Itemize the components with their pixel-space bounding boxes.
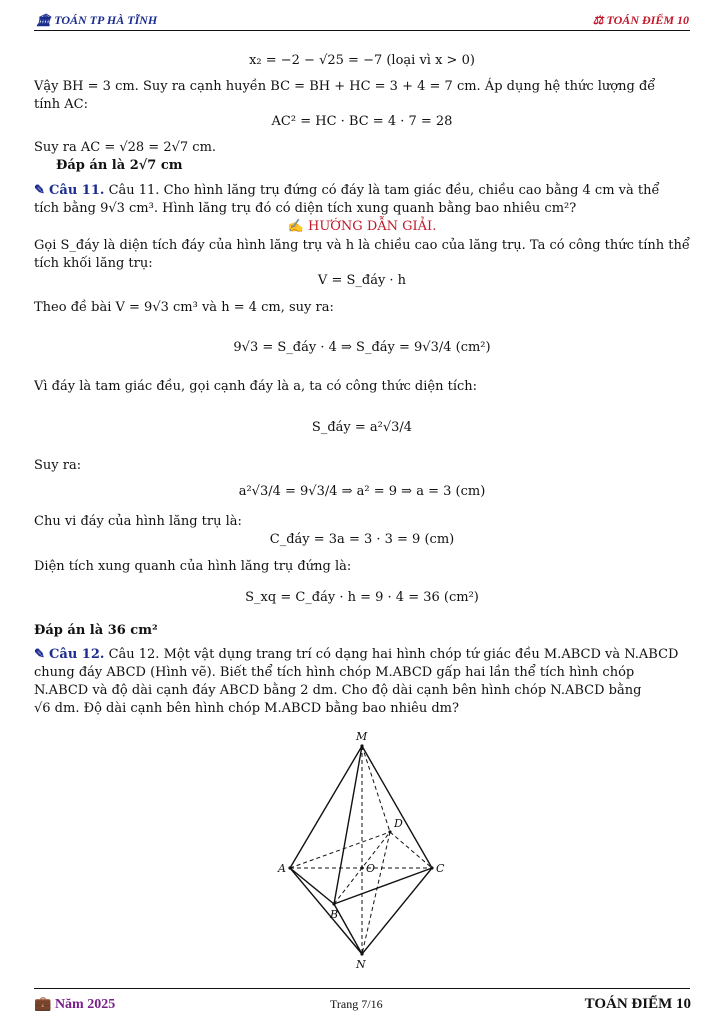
q12-text-c: N.ABCD và độ dài cạnh đáy ABCD bằng 2 dm. Cho độ dài cạnh bên hình chóp N.ABCD bằng — [34, 683, 642, 698]
edit-icon: ✎ — [34, 183, 45, 198]
q11-p2: Theo đề bài V = 9√3 cm³ và h = 4 cm, suy ra: — [34, 300, 334, 315]
edge-DC — [390, 832, 432, 868]
eq-area-formula: S_đáy = a²√3/4 — [311, 420, 413, 435]
q12-text-a — [34, 646, 690, 664]
q12-text-d: √6 dm. Độ dài cạnh bên hình chóp M.ABCD bằng bao nhiêu dm? — [34, 701, 459, 716]
q11-p4: Suy ra: — [34, 458, 82, 473]
ac2-equation: AC² = HC · BC = 4 · 7 = 28 — [271, 114, 453, 129]
header-left-title: TOÁN TP HÀ TĨNH — [54, 13, 158, 27]
edge-MC — [362, 746, 432, 868]
q11-p1-b: tích khối lăng trụ: — [34, 256, 153, 271]
q11-text-b: tích bằng 9√3 cm³. Hình lăng trụ đó có diện tích xung quanh bằng bao nhiêu cm²? — [34, 201, 577, 216]
bipyramid-figure — [270, 726, 460, 972]
header-rule — [34, 30, 690, 31]
edge-AB — [290, 868, 334, 904]
label-B: B — [330, 908, 339, 921]
header-right — [593, 13, 689, 28]
q12-label: Câu 12. — [49, 647, 105, 662]
q11-text-a-content: Câu 11. Cho hình lăng trụ đứng có đáy là tam giác đều, chiều cao bằng 4 cm và thể — [108, 183, 660, 198]
school-icon: 🏛 — [36, 13, 52, 27]
label-C: C — [436, 862, 445, 875]
scales-icon: ⚖ — [592, 13, 604, 27]
label-N: N — [356, 958, 366, 971]
footer-rule — [34, 988, 690, 989]
eq-solve-a: a²√3/4 = 9√3/4 ⇒ a² = 9 ⇒ a = 3 (cm) — [238, 484, 486, 499]
pen-icon: ✍ — [287, 219, 304, 234]
footer-year-text: Năm 2025 — [54, 997, 116, 1012]
q11-p1-a: Gọi S_đáy là diện tích đáy của hình lăng trụ và h là chiều cao của lăng trụ. Ta có công thức tính thể — [34, 238, 690, 253]
briefcase-icon: 💼 — [34, 997, 52, 1012]
label-O: O — [366, 862, 376, 875]
q12-text-b: chung đáy ABCD (Hình vẽ). Biết thể tích hình chóp M.ABCD gấp hai lần thể tích hình chóp — [34, 665, 635, 680]
q11-p6: Diện tích xung quanh của hình lăng trụ đứng là: — [34, 559, 352, 574]
q11-p5: Chu vi đáy của hình lăng trụ là: — [34, 514, 242, 529]
ac-line: Suy ra AC = √28 = 2√7 cm. — [34, 140, 217, 155]
eq-base-area: 9√3 = S_đáy · 4 ⇒ S_đáy = 9√3/4 (cm²) — [233, 340, 491, 355]
eq-perimeter: C_đáy = 3a = 3 · 3 = 9 (cm) — [269, 532, 455, 547]
q10-answer: Đáp án là 2√7 cm — [56, 158, 183, 173]
header-left — [36, 13, 157, 28]
edit-icon: ✎ — [34, 647, 45, 662]
q12-text-a-content: Câu 12. Một vật dụng trang trí có dạng hai hình chóp tứ giác đều M.ABCD và N.ABCD — [108, 647, 679, 662]
footer-year — [34, 996, 115, 1013]
footer-brand: TOÁN ĐIỂM 10 — [584, 996, 691, 1012]
edge-NA — [290, 868, 362, 954]
q11-answer: Đáp án là 36 cm² — [34, 623, 158, 638]
q11-text-a — [34, 182, 690, 200]
header-right-title: TOÁN ĐIỂM 10 — [606, 13, 689, 27]
edge-NB — [334, 904, 362, 954]
footer-page: Trang 7/16 — [330, 997, 383, 1011]
bh-line-a: Vậy BH = 3 cm. Suy ra cạnh huyền BC = BH + HC = 3 + 4 = 7 cm. Áp dụng hệ thức lượng để — [34, 79, 656, 94]
q11-guide-text: HƯỚNG DẪN GIẢI. — [307, 219, 437, 234]
q11-p3: Vì đáy là tam giác đều, gọi cạnh đáy là a, ta có công thức diện tích: — [34, 379, 478, 394]
eq-lateral-area: S_xq = C_đáy · h = 9 · 4 = 36 (cm²) — [245, 590, 479, 605]
label-A: A — [278, 862, 286, 875]
x2-equation: x₂ = −2 − √25 = −7 (loại vì x > 0) — [249, 53, 475, 68]
label-D: D — [394, 817, 403, 830]
label-M: M — [356, 730, 368, 743]
q11-guide — [34, 219, 690, 234]
edge-MD — [362, 746, 390, 832]
q11-label: Câu 11. — [49, 183, 105, 198]
eq-volume: V = S_đáy · h — [317, 273, 407, 288]
bh-line-b: tính AC: — [34, 97, 88, 112]
